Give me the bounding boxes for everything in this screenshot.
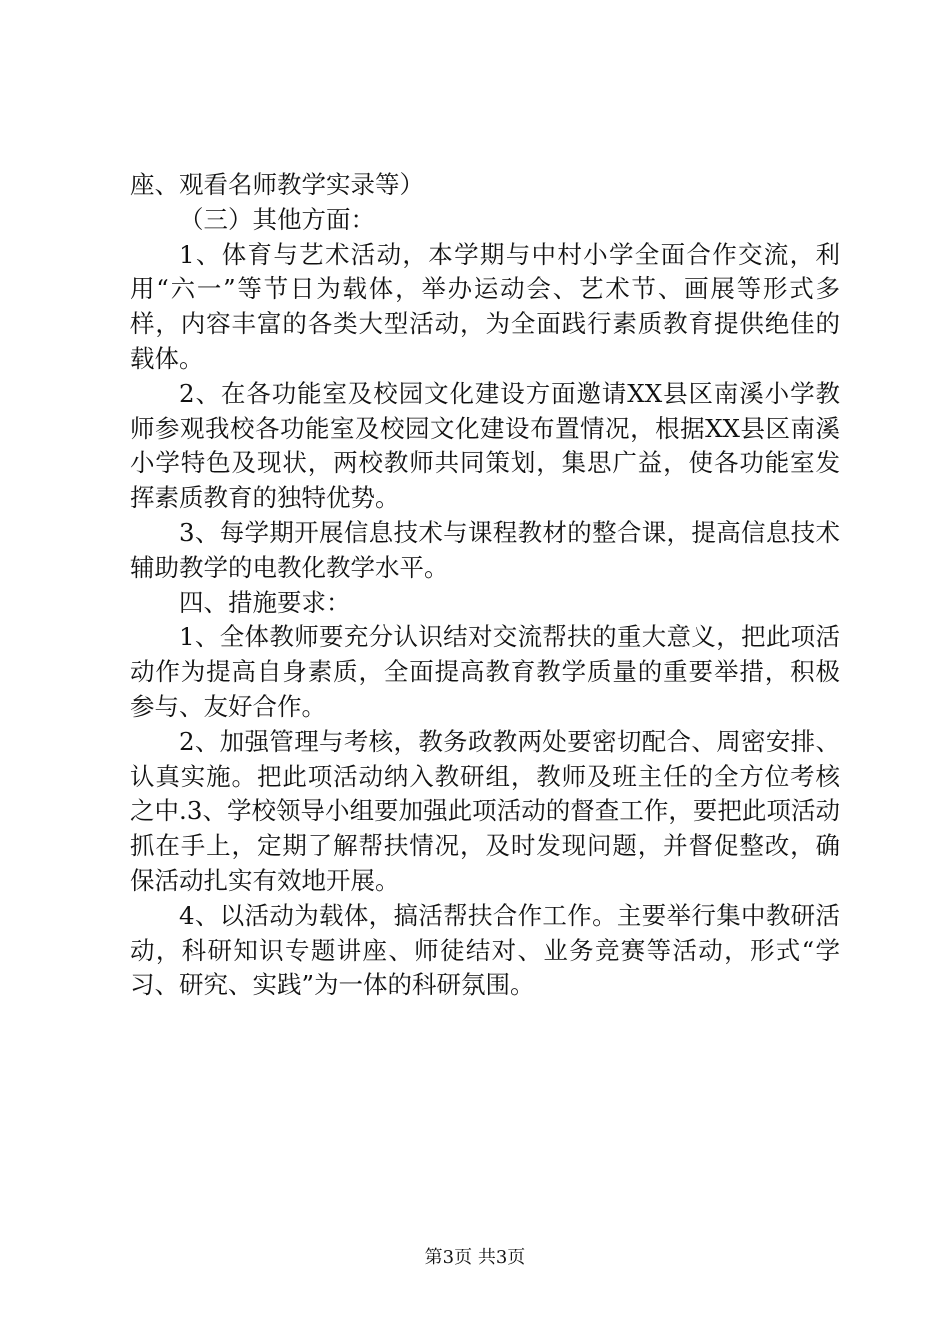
paragraph-continuation: 座、观看名师教学实录等） [130, 170, 424, 199]
paragraph-sports-arts: 1、体育与艺术活动，本学期与中村小学全面合作交流，利用“六一”等节日为载体，举办运动会、艺术节、画展等形式多样，内容丰富的各类大型活动，为全面践行素质教育提供绝佳的载体。 [130, 239, 840, 373]
section-heading-other-aspects: （三）其他方面： [179, 204, 375, 234]
document-body [130, 168, 840, 1003]
page-footer: 第3页 共3页 [424, 1247, 526, 1268]
paragraph-function-rooms: 2、在各功能室及校园文化建设方面邀请XX县区南溪小学教师参观我校各功能室及校园文化建设布置情况，根据XX县区南溪小学特色及现状，两校教师共同策划，集思广益，使各功能室发挥素质教育的独特优势。 [130, 378, 840, 513]
section-heading-measures: 四、措施要求： [179, 587, 351, 617]
paragraph-measure-2: 2、加强管理与考核，教务政教两处要密切配合、周密安排、认真实施。把此项活动纳入教研组，教师及班主任的全方位考核之中.3、学校领导小组要加强此项活动的督查工作，要把此项活动抓在手上，定期了解帮扶情况，及时发现问题，并督促整改，确保活动扎实有效地开展。 [130, 726, 840, 895]
paragraph-it-integration: 3、每学期开展信息技术与课程教材的整合课，提高信息技术辅助教学的电教化教学水平。 [130, 517, 840, 582]
paragraph-measure-4: 4、以活动为载体，搞活帮扶合作工作。主要举行集中教研活动，科研知识专题讲座、师徒结对、业务竞赛等活动，形式“学习、研究、实践”为一体的科研氛围。 [130, 900, 840, 1000]
paragraph-measure-1: 1、全体教师要充分认识结对交流帮扶的重大意义，把此项活动作为提高自身素质，全面提高教育教学质量的重要举措，积极参与、友好合作。 [130, 622, 840, 721]
